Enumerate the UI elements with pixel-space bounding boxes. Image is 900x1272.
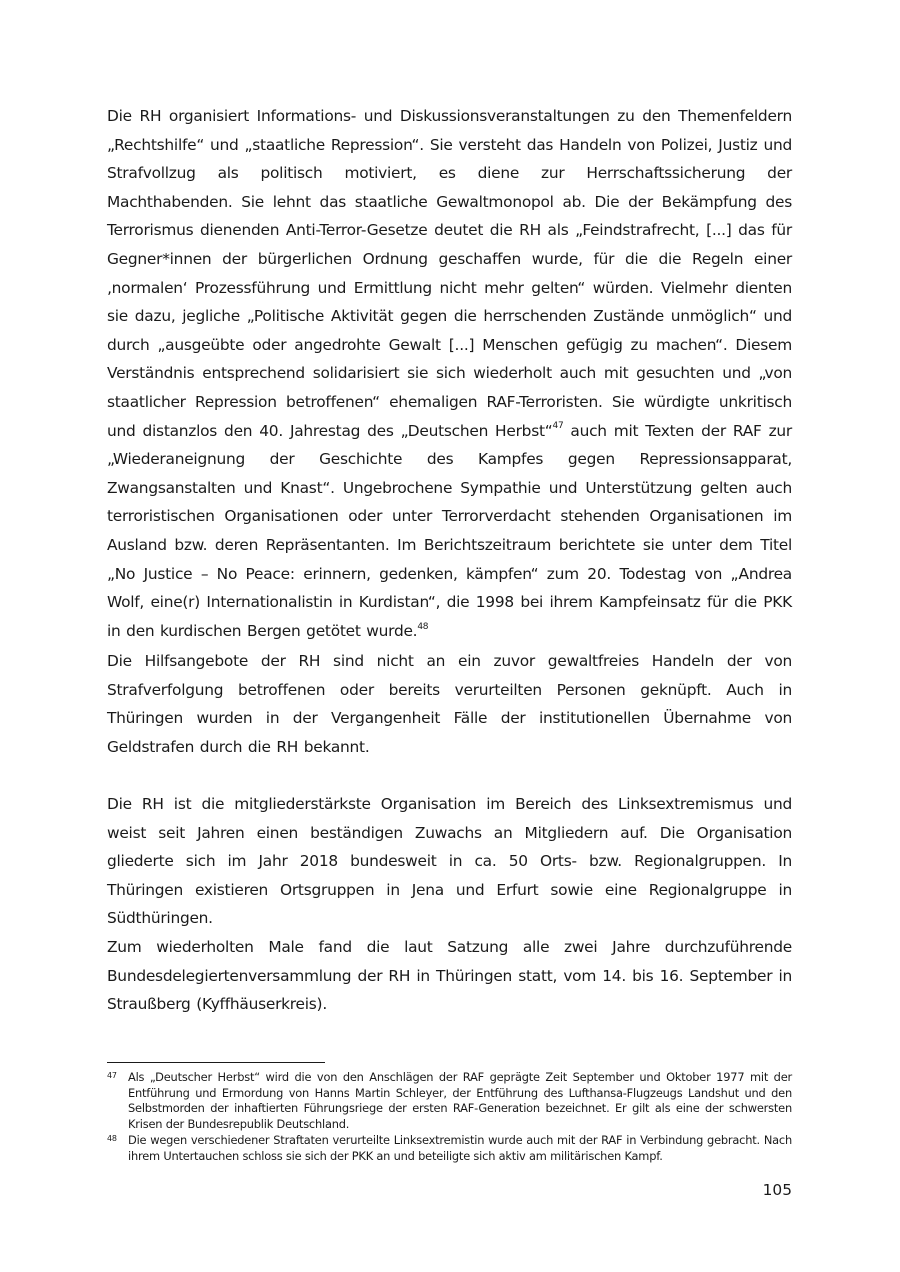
paragraph-text: Die Hilfsangebote der RH sind nicht an ein zuvor gewaltfreies Handeln der von Strafverfolgung betroffenen oder bereits verurteilten Personen geknüpft. Auch in Thüringen wurden in der Vergangenheit Fälle der institutionellen Übernahme von Geldstrafen durch die RH bekannt. — [107, 652, 792, 756]
paragraph-text: Die RH organisiert Informations- und Diskussionsveranstaltungen zu den Themenfeldern „Rechtshilfe“ und „staatliche Repression“. Sie versteht das Handeln von Polizei, Justiz und Strafvollzug als politisch motiviert, es diene zur Herrschaftssicherung der Machthabenden. Sie lehnt das staatliche Gewaltmonopol ab. Die der Bekämpfung des Terrorismus dienenden Anti-Terror-Gesetze deutet die RH als „Feindstrafrecht, [...] das für Gegner*innen der bürgerlichen Ordnung geschaffen wurde, für die die Regeln einer ‚normalen‘ Prozessführung und Ermittlung nicht mehr gelten“ würden. Vielmehr dienten sie dazu, jegliche „Politische Aktivität gegen die herrschenden Zustände unmöglich“ und durch „ausgeübte oder angedrohte Gewalt [...] Menschen gefügig zu machen“. Diesem Verständnis entsprechend solidarisiert sie sich wiederholt auch mit gesuchten und „von staatlicher Repression betroffenen“ ehemaligen RAF-Terroristen. Sie würdigte unkritisch und distanzlos den 40. Jahrestag des „Deutschen Herbst“ — [107, 107, 792, 440]
footnote-number: 48 — [107, 1134, 117, 1143]
paragraph-text: auch mit Texten der RAF zur „Wiederaneignung der Geschichte des Kampfes gegen Repressionsapparat, Zwangsanstalten und Knast“. Ungebrochene Sympathie und Unterstützung gelten auch terroristischen Organisationen oder unter Terrorverdacht stehenden Organisationen im Ausland bzw. deren Repräsentanten. Im Berichtszeitraum berichtete sie unter dem Titel „No Justice – No Peace: erinnern, gedenken, kämpfen“ zum 20. Todestag von „Andrea Wolf, eine(r) Internationalistin in Kurdistan“, die 1998 bei ihrem Kampfeinsatz für die PKK in den kurdischen Bergen getötet wurde. — [107, 421, 792, 640]
footnote-separator — [107, 1062, 325, 1063]
footnote-47 — [107, 1070, 792, 1132]
footnote-text: Die wegen verschiedener Straftaten verurteilte Linksextremistin wurde auch mit der RAF in Verbindung gebracht. Nach ihrem Untertauchen schloss sie sich der PKK an und beteiligte sich aktiv am militärischen Kampf. — [128, 1133, 792, 1163]
footnote-48 — [107, 1133, 792, 1164]
page-number: 105 — [762, 1181, 792, 1199]
footnote-number: 47 — [107, 1071, 117, 1080]
footnote-reference[interactable]: 48 — [417, 621, 429, 632]
paragraph-support-offers — [107, 647, 792, 761]
footnote-reference[interactable]: 47 — [552, 421, 564, 432]
paragraph-text: Zum wiederholten Male fand die laut Satzung alle zwei Jahre durchzuführende Bundesdelegiertenversammlung der RH in Thüringen statt, vom 14. bis 16. September in Straußberg (Kyffhäuserkreis). — [107, 938, 792, 1014]
footnote-text: Als „Deutscher Herbst“ wird die von den Anschlägen der RAF geprägte Zeit September und Oktober 1977 mit der Entführung und Ermordung von Hanns Martin Schleyer, der Entführung des Lufthansa-Flugzeugs Landshut und den Selbstmorden der inhaftierten Führungsriege der ersten RAF-Generation bezeichnet. Er gilt als eine der schwersten Krisen der Bundesrepublik Deutschland. — [128, 1070, 792, 1131]
paragraph-assembly — [107, 933, 792, 1019]
footnotes — [107, 1070, 792, 1165]
paragraph-rh-activities — [107, 102, 792, 645]
paragraph-membership — [107, 790, 792, 933]
paragraph-text: Die RH ist die mitgliederstärkste Organisation im Bereich des Linksextremismus und weist seit Jahren einen beständigen Zuwachs an Mitgliedern auf. Die Organisation gliederte sich im Jahr 2018 bundesweit in ca. 50 Orts- bzw. Regionalgruppen. In Thüringen existieren Ortsgruppen in Jena und Erfurt sowie eine Regionalgruppe in Südthüringen. — [107, 795, 792, 928]
